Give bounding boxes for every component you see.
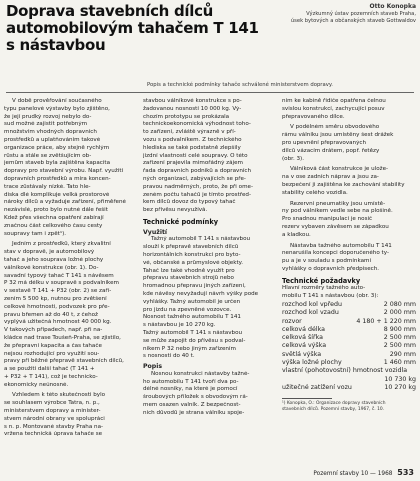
text-line: pu a je v souladu s podmínkami: [282, 258, 372, 265]
text-line: rezerv vybaven závěsem se západkou: [282, 223, 389, 230]
text-line: Pro snadnou manipulaci je nosič: [282, 216, 373, 223]
spec-row: [282, 367, 416, 375]
text-line: zením 5 500 kp, nutnou pro zvětšení: [4, 295, 107, 302]
text-line: ních důvodů je strana válníku spoje-: [143, 409, 245, 416]
spec-row: [282, 351, 416, 359]
spec-value: 1 460 mm: [383, 359, 416, 366]
text-line: kládce nad trase Toušeň-Praha, se zjistilo,: [4, 334, 121, 341]
spec-label: rozchod kol vpředu: [282, 300, 342, 308]
text-line: že její prudký rozvoj nebylo do-: [4, 113, 92, 120]
text-line: pravou nadměrných, proto, že při ome-: [143, 183, 253, 190]
author-name: Otto Konopka: [369, 3, 416, 10]
text-line: Tahač lze také vhodně využít pro: [143, 267, 235, 274]
col1-paragraph: [4, 392, 137, 439]
text-line: hlediska se také podstatně zlepšily: [143, 144, 241, 151]
spec-label: rozvor: [282, 317, 302, 325]
text-line: na v ose zadních náprav a jsou za-: [282, 174, 379, 181]
author-affiliation-1: Výzkumný ústav pozemních staveb Praha,: [306, 11, 416, 18]
text-line: jemům staveb byla zajištěna kapacita: [4, 160, 111, 167]
text-line: se souhlasem výrobce Tatra, n. p.,: [4, 400, 100, 407]
text-line: stability celého vozidla.: [282, 189, 348, 196]
text-line: vozu s podvalníkem. Z technického: [143, 136, 242, 143]
usage-text: [143, 236, 276, 361]
text-line: Válníková část konstrukce je ulože-: [290, 166, 389, 173]
text-line: vyhlášky o dopravních předpisech.: [282, 265, 380, 272]
col1-paragraph: [4, 98, 137, 238]
text-line: s n. p. Montované stavby Praha na-: [4, 423, 104, 430]
text-line: nejsou rozhodující pro využití sou-: [4, 350, 100, 357]
text-line: a se použití další tahač (T 141 +: [4, 366, 95, 373]
text-line: V době prověřování současného: [12, 98, 102, 104]
text-line: se může zapojit do přívěsu s podval-: [143, 337, 246, 344]
text-line: bezpečení ji zajištěna ke zachování stability: [282, 181, 405, 188]
text-line: celkové hmotnosti, podvozek pro pře-: [4, 303, 110, 310]
text-line: s nástavbou je 10 270 kg.: [143, 322, 216, 329]
text-line: Hlavní rozměry tažného auto-: [282, 285, 366, 292]
text-line: níkem P 32 nebo jiným zařízením: [143, 345, 236, 352]
text-line: to zařízení, zvláště výrazně v pří-: [143, 129, 236, 136]
text-line: vé, občanské a průmyslové objekty.: [143, 259, 243, 266]
text-line: V takových případech, např. při na-: [4, 327, 103, 334]
text-line: kde návěsy nevyžadují návrh výšky pode: [143, 290, 259, 297]
spec-value: 2 080 mm: [383, 300, 416, 308]
section-heading-technical-conditions: Technické podmínky: [143, 217, 219, 226]
spec-value: 10 270 kg: [384, 383, 416, 391]
text-line: ekonomicky neúnosné.: [4, 381, 69, 388]
spec-row: [282, 342, 416, 350]
article-title: [6, 3, 276, 54]
title-line-3: s nástavbou: [6, 36, 106, 54]
text-line: Tažný automobil T 141 s nástavbou: [151, 236, 251, 243]
text-line: že přepravní kapacita a čas tahače: [4, 342, 102, 349]
text-line: mem osazen valník. Z bezpečnost-: [143, 402, 241, 409]
text-line: dopravních prostředků a míra koncen-: [4, 175, 111, 182]
text-line: bez přívěsu nevyužívá.: [143, 207, 208, 214]
text-line: zeném počtu tahačů je tímto prostřed-: [143, 191, 251, 198]
text-line: rámu válníku jsou umístěny šest drážek: [282, 132, 394, 139]
text-line: vržena technická úprava tahače se: [4, 431, 103, 438]
article-lead: Popis a technické podmínky tahače schválené ministerstvem dopravy.: [147, 82, 333, 88]
text-line: Jedním z prostředků, který zkvalitní: [12, 241, 111, 248]
text-line: V podélném směru obvodového: [290, 124, 380, 131]
specs-intro: [282, 285, 416, 301]
text-line: pro jízdu na zpevněné vozovce.: [143, 306, 232, 313]
column-3: [282, 98, 416, 412]
spec-value: 8 900 mm: [383, 325, 416, 333]
text-line: značnou část celkového času cesty: [4, 222, 103, 229]
text-line: ministerstvem dopravy a minister-: [4, 408, 101, 415]
text-line: růstu a stále se zvětšujícím ob-: [4, 152, 92, 159]
text-line: pro upevnění přepravovaných: [282, 139, 367, 146]
text-line: šroubových příložek s obvodovým rá-: [143, 394, 248, 401]
text-line: ných organizací, zabývajících se pře-: [143, 175, 246, 182]
spec-label: vlastní (pohotovostní) hmotnost vozidla: [282, 367, 408, 375]
text-line: ny pod válníkem vedle sebe na plošině.: [282, 208, 393, 215]
spec-value: 290 mm: [389, 350, 416, 358]
spec-value: 2 500 mm: [383, 334, 416, 342]
spec-label: celková délka: [282, 325, 325, 333]
text-line: dílců vázacím drátem, popř. řetězy: [282, 147, 380, 154]
text-line: Nástavba tažného automobilu T 141: [290, 242, 392, 249]
spec-label: rozchod kol vzadu: [282, 309, 339, 317]
text-line: nezávislé, proto bylo nutné dále řešit: [4, 207, 108, 214]
text-line: kem dílců dovoz do typový tahač: [143, 199, 236, 206]
specs-table: [282, 301, 416, 392]
text-line: savadní typový tahač T 141 s návěsem: [4, 272, 114, 279]
col3-paragraph-2: [282, 166, 416, 197]
col3-paragraph-4: [282, 243, 416, 274]
text-line: jízdní vlastnosti celé soupravy. O této: [143, 152, 248, 159]
text-line: trace zůstávaly nízké. Tato hle-: [4, 183, 91, 190]
text-line: žadovanou nosností 10 000 kg. Vý-: [143, 105, 242, 112]
text-line: přepravu stavebních strojů nebo: [143, 275, 234, 282]
footnote: [282, 401, 416, 412]
text-line: ním ke kabině řidiče opatřena čelnou: [282, 98, 386, 104]
spec-label: výška ložné plochy: [282, 359, 342, 366]
spec-value: 2 500 mm: [383, 342, 416, 350]
text-line: pravy při běžné přepravě stavebních dílců,: [4, 358, 124, 365]
footnote-line: stavebních dílců. Pozemní stavby, 1967, č. 10.: [282, 406, 385, 412]
page-footer: [313, 468, 414, 477]
text-line: (obr. 3).: [282, 155, 305, 162]
text-line: nenarušila koncepci doporučeného ty-: [282, 250, 389, 257]
text-line: prostředků a uplatňováním takové: [4, 136, 101, 143]
title-line-1: Doprava stavebních dílců: [6, 2, 214, 20]
text-line: a kladkou.: [282, 231, 311, 238]
section-subheading-usage: Využití: [143, 228, 168, 236]
text-line: pravu břemen až do 40 t, z čehož: [4, 311, 98, 318]
text-line: chozím prototypu se prokázala: [143, 113, 230, 120]
text-line: Nosnou konstrukci nástavby tažné-: [151, 370, 250, 377]
text-line: + P32 + T 141), což je technicko-: [4, 373, 98, 380]
title-line-2: automobilovým tahačem T 141: [6, 19, 259, 37]
author-block: [282, 4, 416, 24]
column-1: [4, 98, 137, 439]
text-line: přepravovaného dílce.: [282, 113, 345, 120]
spec-row: [282, 309, 416, 317]
description-text: [143, 371, 276, 418]
spec-value: 4 180 + 1 220 mm: [356, 317, 416, 325]
text-line: mobilu T 141 s nástavbou (obr. 3):: [282, 293, 379, 300]
text-line: diska dlé komplikuje velká prostorové: [4, 191, 110, 198]
spec-value: 2 000 mm: [383, 309, 416, 317]
spec-row: [282, 301, 416, 309]
spec-label: celková šířka: [282, 334, 323, 342]
spec-row: [282, 326, 416, 334]
text-line: stav v dopravě, je automobilový: [4, 249, 95, 256]
spec-row: [282, 318, 416, 326]
text-line: s nosností do 40 t.: [143, 353, 195, 360]
spec-row: [282, 384, 416, 392]
page-number: 533: [397, 468, 414, 477]
text-line: P 32 má délku v soupravě s podvalníkem: [4, 280, 119, 287]
spec-label: užitečné zatížení vozu: [282, 383, 352, 391]
text-line: soupravy tam i zpět¹).: [4, 230, 67, 237]
text-line: stvem národní obrany ve spolupráci: [4, 415, 105, 422]
text-line: stavbou válníkové konstrukce s po-: [143, 98, 242, 104]
text-line: vyhlášky. Tažný automobil je určen: [143, 298, 241, 305]
text-line: v sestavě T 141 + P32 (obr. 2) se zaří-: [4, 288, 112, 295]
col3-paragraph-1: [282, 124, 416, 163]
text-line: typu panelové výstavby bylo zjištěno,: [4, 105, 110, 112]
col3-intro: [282, 98, 416, 121]
text-line: hromadnou přepravu jiných zařízení,: [143, 283, 246, 290]
footnote-line: ¹) Konopka, O.: Organizace dopravy stavebních: [282, 401, 386, 407]
spec-label: světlá výška: [282, 350, 322, 358]
spec-row: [282, 376, 416, 384]
text-line: válníkové konstrukce (obr. 1). Do-: [4, 264, 99, 271]
text-line: řada dopravních podniků a dopravních: [143, 168, 252, 175]
author-affiliation-2: úsek bytových a občanských staveb Gottwaldov: [290, 17, 416, 24]
text-line: dopravy pro stavební výrobu. Např. využití: [4, 168, 124, 175]
text-line: horizontálních konstrukcí pro byto-: [143, 251, 241, 258]
text-line: technickoekonomická výhodnost toho-: [143, 121, 251, 128]
text-line: tahač a jeho souprava ložné plochy: [4, 256, 104, 263]
text-line: slouží k přepravě stavebních dílců: [143, 244, 239, 251]
text-line: svislou konstrukcí, zachycující posuv: [282, 105, 385, 112]
text-line: Nosnost tažného automobilu T 141: [143, 314, 241, 321]
text-line: zařízení prajevila mimořádný zájem: [143, 160, 243, 167]
text-line: Kdež přes všechna opatření zabírají: [4, 214, 104, 221]
text-line: ho automobilu T 141 tvoří dva po-: [143, 378, 239, 385]
text-line: nároky dílců a vyžaduje zařízení, přiměřené: [4, 199, 126, 206]
text-line: Vzhledem k této skutečnosti bylo: [12, 392, 106, 399]
spec-label: celková výška: [282, 342, 327, 350]
column-2: [143, 98, 276, 418]
text-line: množstvím vhodných dopravních: [4, 129, 97, 136]
header-divider: [6, 92, 414, 93]
text-line: sud možné zajistit potřebným: [4, 121, 88, 128]
text-line: délné nosníky, na které je pomocí: [143, 386, 238, 393]
text-line: Tažný automobil T 141 s nástavbou: [143, 329, 243, 336]
journal-issue: Pozemní stavby 10 — 1968: [313, 471, 393, 477]
section-heading-technical-requirements: Technické požadavky: [282, 276, 361, 285]
footnote-divider: [282, 398, 332, 399]
col3-paragraph-3: [282, 201, 416, 240]
section-subheading-description: Popis: [143, 363, 163, 371]
text-line: Rezervní pneumatiky jsou umístě-: [290, 200, 386, 207]
spec-value: 10 730 kg: [384, 375, 416, 383]
col1-paragraph: [4, 241, 137, 389]
col2-intro: [143, 98, 276, 215]
text-line: vyplývá užitečná hmotnost 40 000 kg.: [4, 319, 112, 326]
text-line: organizace práce, aby stejně rychlým: [4, 144, 110, 151]
